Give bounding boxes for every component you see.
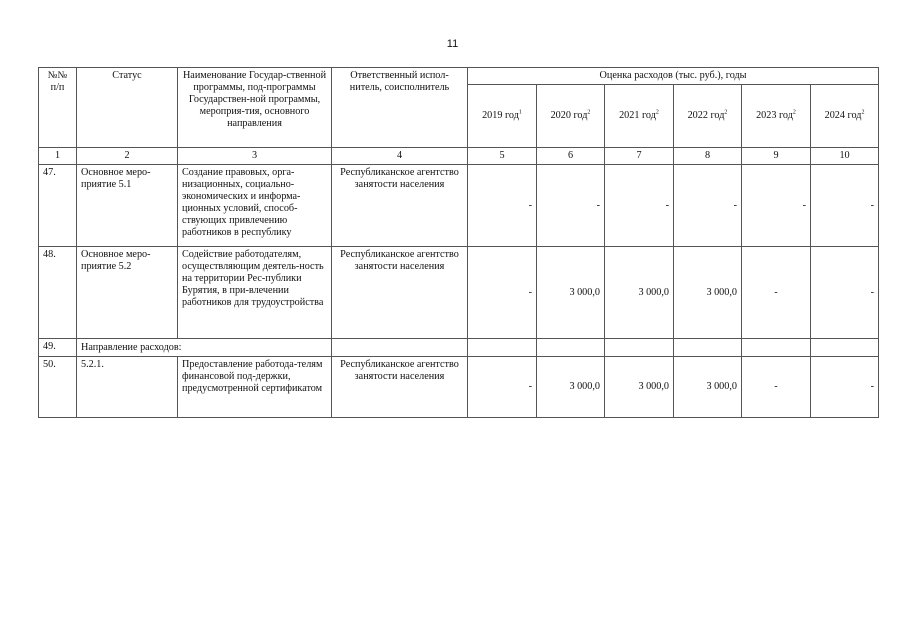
row-value: 3 000,0 [674,357,742,418]
empty-cell [742,339,811,357]
column-number: 8 [674,148,742,165]
row-value: 3 000,0 [605,247,674,339]
row-value: - [811,357,879,418]
row-executor: Республиканское агентство занятости населения [332,247,468,339]
row-name: Содействие работодателям, осуществляющим деятель-ность на территории Рес-публики Бурятия, в при-влечении работников для трудоустройства [178,247,332,339]
row-value: - [537,165,605,247]
row-value: - [742,357,811,418]
table-row [39,247,879,339]
table-row [39,165,879,247]
header-num: №№ п/п [39,68,77,148]
header-year: 2024 год$^2$ [811,85,879,148]
table-row [39,339,879,357]
header-year: 2022 год$^2$ [674,85,742,148]
row-executor: Республиканское агентство занятости населения [332,357,468,418]
column-number: 7 [605,148,674,165]
row-num: 48. [39,247,77,339]
empty-cell [674,339,742,357]
row-value: - [811,165,879,247]
row-status: Основное меро-приятие 5.2 [77,247,178,339]
row-value: - [468,165,537,247]
row-value: - [468,247,537,339]
header-executor: Ответственный испол-нитель, соисполнитель [332,68,468,148]
empty-cell [332,339,468,357]
header-name: Наименование Государ-ственной программы, под-программы Государствен-ной программы, мероприя-тия, основного направления [178,68,332,148]
empty-cell [605,339,674,357]
header-year: 2023 год$^2$ [742,85,811,148]
column-number: 2 [77,148,178,165]
row-name: Предоставление работода-телям финансовой под-держки, предусмотренной сертификатом [178,357,332,418]
row-status: 5.2.1. [77,357,178,418]
header-year: 2019 год$^1$ [468,85,537,148]
row-name: Создание правовых, орга-низационных, социально-экономических и информа-ционных условий, способ-ствующих привлечению работников в республику [178,165,332,247]
row-value: - [742,165,811,247]
column-number: 10 [811,148,879,165]
column-number: 3 [178,148,332,165]
header-status: Статус [77,68,178,148]
table-row [39,357,879,418]
column-number-row [39,148,879,165]
row-num: 50. [39,357,77,418]
row-direction: Направление расходов: [77,339,332,357]
column-number: 4 [332,148,468,165]
column-number: 9 [742,148,811,165]
column-number: 5 [468,148,537,165]
row-value: - [605,165,674,247]
empty-cell [468,339,537,357]
empty-cell [811,339,879,357]
row-executor: Республиканское агентство занятости населения [332,165,468,247]
header-expense: Оценка расходов (тыс. руб.), годы [468,68,879,85]
column-number: 1 [39,148,77,165]
row-value: 3 000,0 [537,247,605,339]
empty-cell [537,339,605,357]
row-value: - [811,247,879,339]
header-year: 2021 год$^2$ [605,85,674,148]
row-value: - [742,247,811,339]
header-row [39,68,879,85]
row-value: - [674,165,742,247]
row-status: Основное меро-приятие 5.1 [77,165,178,247]
row-value: 3 000,0 [674,247,742,339]
row-num: 49. [39,339,77,357]
row-value: - [468,357,537,418]
column-number: 6 [537,148,605,165]
expense-table [38,67,879,418]
row-num: 47. [39,165,77,247]
row-value: 3 000,0 [537,357,605,418]
page-number: 11 [446,38,459,50]
row-value: 3 000,0 [605,357,674,418]
header-year: 2020 год$^2$ [537,85,605,148]
